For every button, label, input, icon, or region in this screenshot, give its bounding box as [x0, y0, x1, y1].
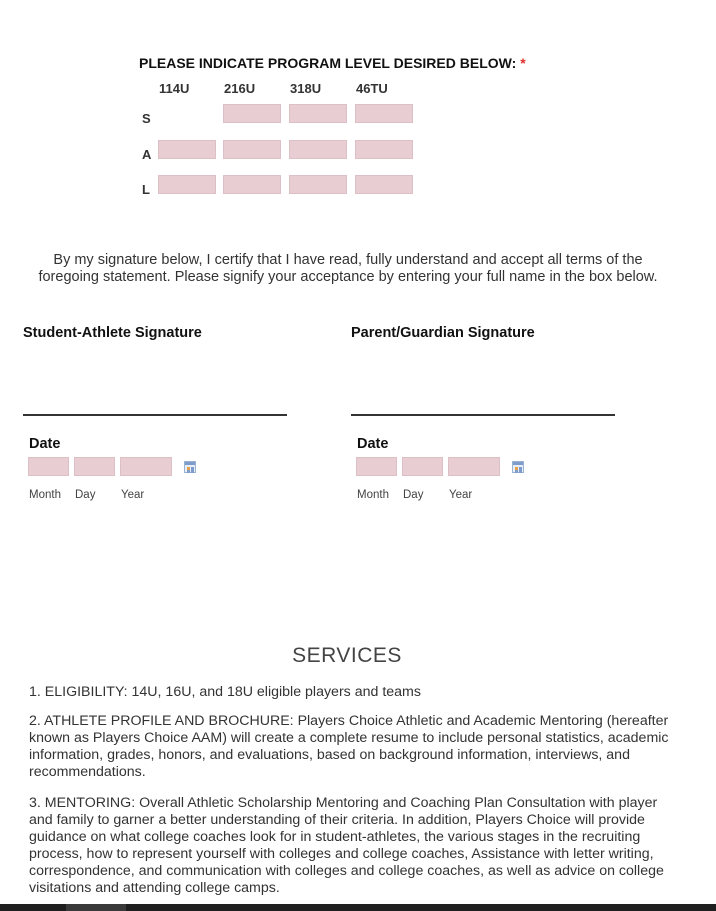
parent-day-sublabel: Day [403, 489, 424, 501]
student-signature-line [23, 414, 287, 416]
parent-year-sublabel: Year [449, 489, 473, 501]
parent-date-year-input[interactable] [448, 457, 500, 476]
program-cell-a-216u[interactable] [223, 140, 281, 159]
required-mark: * [520, 55, 526, 71]
program-level-title [139, 55, 526, 71]
service-item-mentoring: 3. MENTORING: Overall Athletic Scholarship Mentoring and Coaching Plan Consultation with player and family to garner a better understanding of their criteria. In addition, Players Choice will provide guidance on what college coaches look for in student-athletes, the various stages in the recruiting process, how to represent yourself with colleges and college coaches, Assistance with letter writing, correspondence, and communication with colleges and college coaches, as well as advice on college visitations and attending college camps. [29, 795, 664, 896]
service-item-eligibility: 1. ELIGIBILITY: 14U, 16U, and 18U eligible players and teams [29, 684, 421, 700]
program-cell-a-318u[interactable] [289, 140, 347, 159]
service-item-athlete-profile: 2. ATHLETE PROFILE AND BROCHURE: Players Choice Athletic and Academic Mentoring (hereafter known as Players Choice AAM) will create a complete resume to include personal statistics, academic information, grades, honors, and evaluations, based on background information, interviews, and recommendations. [29, 713, 669, 780]
parent-date-month-input[interactable] [356, 457, 397, 476]
parent-month-sublabel: Month [357, 489, 389, 501]
row-header-l: L [142, 182, 150, 197]
column-header-114u: 114U [159, 81, 190, 96]
student-month-sublabel: Month [29, 489, 61, 501]
program-cell-l-46tu[interactable] [355, 175, 413, 194]
student-date-day-input[interactable] [74, 457, 115, 476]
certification-text: By my signature below, I certify that I have read, fully understand and accept all terms of the foregoing statement. Please signify your acceptance by entering your full name in the box below. [38, 252, 658, 285]
services-title: SERVICES [292, 644, 402, 667]
calendar-icon[interactable] [512, 461, 524, 473]
student-signature-field[interactable] [23, 352, 287, 412]
student-signature-label: Student-Athlete Signature [23, 325, 202, 341]
row-header-s: S [142, 111, 151, 126]
parent-date-label: Date [357, 436, 389, 452]
program-cell-s-318u[interactable] [289, 104, 347, 123]
parent-signature-line [351, 414, 615, 416]
student-date-label: Date [29, 436, 61, 452]
student-date-month-input[interactable] [28, 457, 69, 476]
program-cell-l-318u[interactable] [289, 175, 347, 194]
program-cell-l-216u[interactable] [223, 175, 281, 194]
parent-signature-field[interactable] [351, 352, 615, 412]
student-day-sublabel: Day [75, 489, 96, 501]
program-cell-l-114u[interactable] [158, 175, 216, 194]
parent-date-day-input[interactable] [402, 457, 443, 476]
calendar-icon[interactable] [184, 461, 196, 473]
program-level-title-text: PLEASE INDICATE PROGRAM LEVEL DESIRED BELOW: [139, 55, 517, 71]
column-header-216u: 216U [224, 81, 256, 96]
column-header-46tu: 46TU [356, 81, 388, 96]
bottom-bar-segment [66, 904, 126, 911]
student-year-sublabel: Year [121, 489, 145, 501]
program-cell-s-46tu[interactable] [355, 104, 413, 123]
column-header-318u: 318U [290, 81, 322, 96]
row-header-a: A [142, 147, 152, 162]
program-cell-a-46tu[interactable] [355, 140, 413, 159]
parent-signature-label: Parent/Guardian Signature [351, 325, 535, 341]
program-cell-a-114u[interactable] [158, 140, 216, 159]
student-date-year-input[interactable] [120, 457, 172, 476]
program-cell-s-216u[interactable] [223, 104, 281, 123]
